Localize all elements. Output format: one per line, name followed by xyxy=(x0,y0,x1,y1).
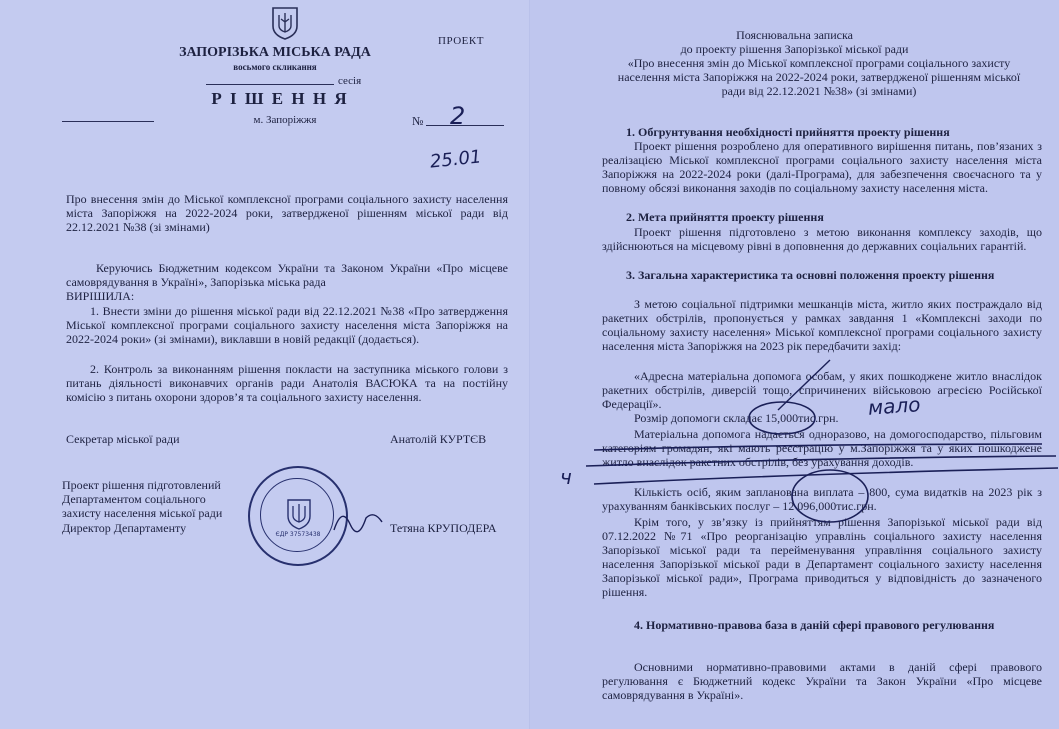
reorganization-text: Крім того, у зв’язку із прийняттям рішення Запорізької міської ради від 07.12.2022 №71 «Про реорганізацію управлінь соціального захисту населення Запорізької міської ради та перейменування управління соціального захисту населення Запорізької міської ради в Департамент соціального захисту населення Запорізької міської ради», Програма приводиться у відповідність до зазначеного рішення. xyxy=(602,515,1042,599)
section-2-text: Проект рішення підготовлено з метою виконання комплексу заходів, що здійснюються на місцевому рівні в доповнення до державних соціальних гарантій. xyxy=(602,225,1042,253)
session-suffix: сесія xyxy=(338,75,362,87)
director-label: Директор Департаменту xyxy=(62,521,187,535)
director-name: Тетяна КРУПОДЕРА xyxy=(390,521,497,535)
session-line xyxy=(206,84,334,85)
section-3-heading: 3. Загальна характеристика та основні положення проекту рішення xyxy=(626,268,995,282)
prepared-by: Проект рішення підготовлений Департаментом соціального захисту населення міської ради xyxy=(62,478,223,520)
measure-quote: «Адресна матеріальна допомога особам, у яких пошкоджене житло внаслідок ракетних обстрілів, диверсій тощо, спричинених військовою агресією Російської Федерації». xyxy=(602,369,1042,411)
aid-amount: Розмір допомоги складає 15,000тис.грн. xyxy=(634,411,839,425)
seal-trident-icon xyxy=(286,498,312,530)
handwritten-word: мало xyxy=(867,392,922,420)
decision-item-2: 2. Контроль за виконанням рішення покласти на заступника міського голови з питань діяльності виконавчих органів ради Анатолія ВАСЮКА та на постійну комісію з питань охорони здоров’я та соціального захисту населення. xyxy=(66,362,508,404)
decision-heading: Р І Ш Е Н Н Я xyxy=(211,89,349,108)
section-1-heading: 1. Обгрунтування необхідності прийняття проекту рішення xyxy=(626,125,950,139)
underline-1 xyxy=(594,444,1042,450)
seal-code: ЄДР 37573438 xyxy=(275,531,321,538)
date-line xyxy=(62,121,154,122)
aid-conditions: Матеріальна допомога надається одноразово, на домогосподарство, пільговим категоріям громадян, які мають реєстрацію у м.Запоріжжя та у яких пошкоджене житло внаслідок ракетних обстрілів, без урахування доходів. xyxy=(602,427,1042,469)
secretary-label: Секретар міської ради xyxy=(66,432,180,446)
council-name: ЗАПОРІЗЬКА МІСЬКА РАДА xyxy=(179,45,371,60)
preamble: Керуючись Бюджетним кодексом України та Законом України «Про місцеве самоврядування в Україні», Запорізька міська рада xyxy=(66,261,508,289)
handwritten-number: 2 xyxy=(450,102,466,130)
handwritten-mark: ч xyxy=(560,465,572,489)
section-4-text: Основними нормативно-правовими актами в даній сфері правового регулювання є Бюджетний кодекс України та Закон України «Про місцеве самоврядування в Україні». xyxy=(602,660,1042,702)
underline-2 xyxy=(586,456,1056,466)
director-signature xyxy=(330,500,390,540)
city-name: м. Запоріжжя xyxy=(253,114,317,126)
pen-annotations xyxy=(530,0,1059,729)
section-1-text: Проект рішення розроблено для оперативного вирішення питань, пов’язаних з реалізацією Міської комплексної програми соціального захисту населення міста Запоріжжя на 2022-2024 роки (далі-Програма), для забезпечення своєчасного та у повному обсязі виконання заходів по соціальному захисту населення міста. xyxy=(602,139,1042,195)
secretary-name: Анатолій КУРТЄВ xyxy=(390,432,487,446)
decision-page xyxy=(0,0,529,729)
aid-recipients: Кількість осіб, яким запланована виплата – 800, сума видатків на 2023 рік з урахуванням банківських послуг – 12 096,000тис.грн. xyxy=(602,485,1042,513)
note-subject: «Про внесення змін до Міської комплексної програми соціального захисту населення міста Запоріжжя на 2022-2024 роки, затвердженої рішенням міської ради від 22.12.2021 №38» (зі змінами) xyxy=(617,56,1021,98)
sum-circle xyxy=(792,470,868,522)
section-4-heading: 4. Нормативно-правова база в даній сфері правового регулювання xyxy=(634,618,995,632)
decision-item-1: 1. Внести зміни до рішення міської ради від 22.12.2021 №38 «Про затвердження Міської комплексної програми соціального захисту населення міста Запоріжжя на 2022-2024 роки» (зі змінами), виклавши в новій редакції (додається). xyxy=(66,304,508,346)
handwritten-date: 25.01 xyxy=(428,146,483,173)
resolved-label: ВИРІШИЛА: xyxy=(66,289,135,303)
draft-label: ПРОЕКТ xyxy=(438,35,484,47)
note-title: Пояснювальна записка xyxy=(736,28,853,42)
coat-of-arms-icon xyxy=(270,6,300,40)
section-2-heading: 2. Мета прийняття проекту рішення xyxy=(626,210,824,224)
section-3-text: З метою соціальної підтримки мешканців міста, житло яких постраждало від ракетних обстрілів, пропонується у рамках завдання 1 «Комплексні заходи по соціальному захисту населення» Міської комплексної програми соціального захисту населення міста Запоріжжя на 2023 рік передбачити захід: xyxy=(602,297,1042,353)
convocation: восьмого скликання xyxy=(233,62,317,72)
decision-title: Про внесення змін до Міської комплексної програми соціального захисту населення міста Запоріжжя на 2022-2024 роки, затвердженої рішенням міської ради від 22.12.2021 №38 (зі змінами) xyxy=(66,192,508,234)
explanatory-note-page xyxy=(530,0,1059,729)
pointer-stroke xyxy=(778,360,830,410)
note-subtitle: до проекту рішення Запорізької міської ради xyxy=(680,42,909,56)
number-label: № xyxy=(412,114,424,128)
